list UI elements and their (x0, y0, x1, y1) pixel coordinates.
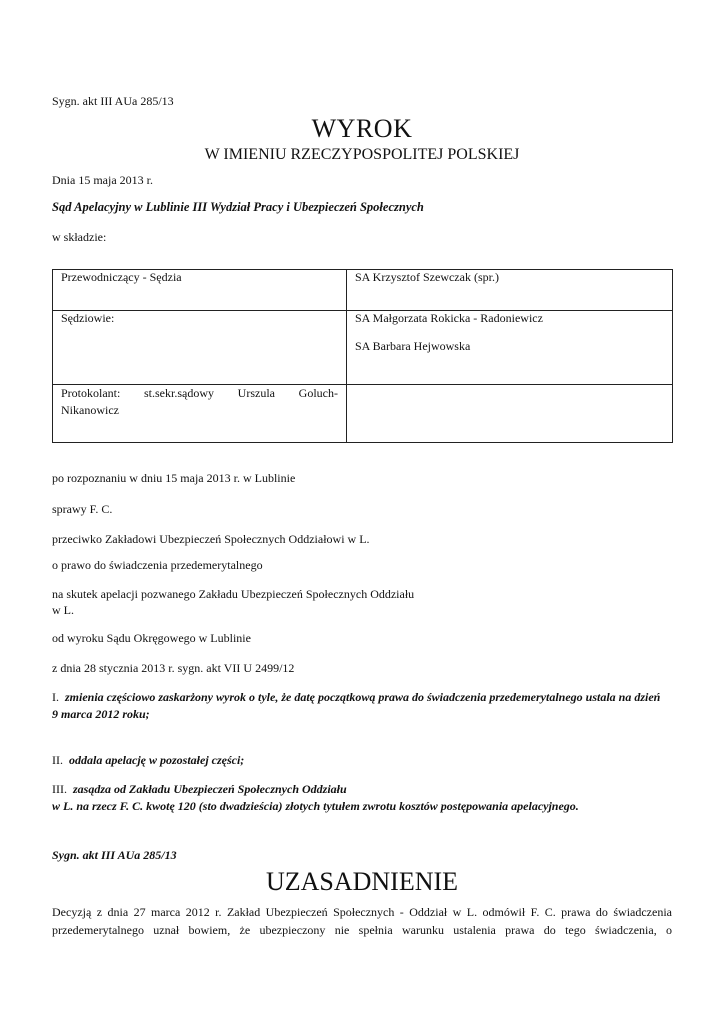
composition-intro: w składzie: (52, 230, 107, 244)
ruling-text: zasądza od Zakładu Ubezpieczeń Społecznych Oddziału (73, 782, 347, 796)
ruling-number: III. (52, 782, 67, 796)
ruling-1 (52, 689, 672, 723)
proceedings-date: po rozpoznaniu w dniu 15 maja 2013 r. w Lublinie (52, 471, 296, 485)
ruling-text: w L. na rzecz F. C. kwotę 120 (sto dwadzieścia) złotych tytułem zwrotu kosztów postępowania apelacyjnego. (52, 799, 579, 813)
ruling-text: 9 marca 2012 roku; (52, 707, 150, 721)
judge-name: SA Barbara Hejwowska (355, 339, 471, 353)
table-row (53, 385, 673, 443)
proceedings-lower-court: od wyroku Sądu Okręgowego w Lublinie (52, 631, 251, 645)
proceedings-subject: o prawo do świadczenia przedemerytalnego (52, 558, 263, 572)
judges-label: Sędziowie: (53, 311, 347, 385)
appeal-line: na skutek apelacji pozwanego Zakładu Ubezpieczeń Społecznych Oddziału (52, 587, 415, 601)
justification-signature: Sygn. akt III AUa 285/13 (52, 848, 177, 862)
ruling-number: I. (52, 690, 59, 704)
ruling-text: oddala apelację w pozostałej części; (69, 753, 245, 767)
judge-name: SA Małgorzata Rokicka - Radoniewicz (355, 311, 543, 325)
ruling-text: zmienia częściowo zaskarżony wyrok o tyle, że datę początkową prawa do świadczenia przedemerytalnego ustala na dzień (65, 690, 661, 704)
justification-heading: UZASADNIENIE (265, 867, 459, 896)
judgment-date: Dnia 15 maja 2013 r. (52, 173, 153, 187)
judges-cell (347, 311, 673, 385)
proceedings-case: sprawy F. C. (52, 502, 113, 516)
proceedings-appeal (52, 586, 672, 618)
court-name: Sąd Apelacyjny w Lublinie III Wydział Pracy i Ubezpieczeń Społecznych (52, 200, 424, 214)
clerk-cell (53, 385, 347, 443)
ruling-2 (52, 752, 672, 768)
composition-table (52, 269, 673, 443)
chair-name: SA Krzysztof Szewczak (spr.) (347, 270, 673, 311)
ruling-3 (52, 781, 672, 815)
chair-label: Przewodniczący - Sędzia (53, 270, 347, 311)
ruling-number: II. (52, 753, 63, 767)
clerk-line: Protokolant: st.sekr.sądowy Urszula Goluch- (61, 386, 338, 400)
empty-cell (347, 385, 673, 443)
judgment-subtitle: W IMIENIU RZECZYPOSPOLITEJ POLSKIEJ (204, 146, 520, 163)
table-row (53, 311, 673, 385)
appeal-line: w L. (52, 603, 74, 617)
justification-text: Decyzją z dnia 27 marca 2012 r. Zakład Ubezpieczeń Społecznych - Oddział w L. odmówił F. C. prawa do świadczenia przedemerytalnego uznał bowiem, że ubezpieczony nie spełnia warunku ustalenia prawa do tego świadczenia, o (52, 905, 672, 937)
judgment-title: WYROK (311, 114, 413, 143)
proceedings-against: przeciwko Zakładowi Ubezpieczeń Społecznych Oddziałowi w L. (52, 532, 370, 546)
clerk-line: Nikanowicz (61, 403, 119, 417)
case-signature: Sygn. akt III AUa 285/13 (52, 94, 174, 108)
table-row (53, 270, 673, 311)
proceedings-lower-case: z dnia 28 stycznia 2013 r. sygn. akt VII U 2499/12 (52, 661, 295, 675)
